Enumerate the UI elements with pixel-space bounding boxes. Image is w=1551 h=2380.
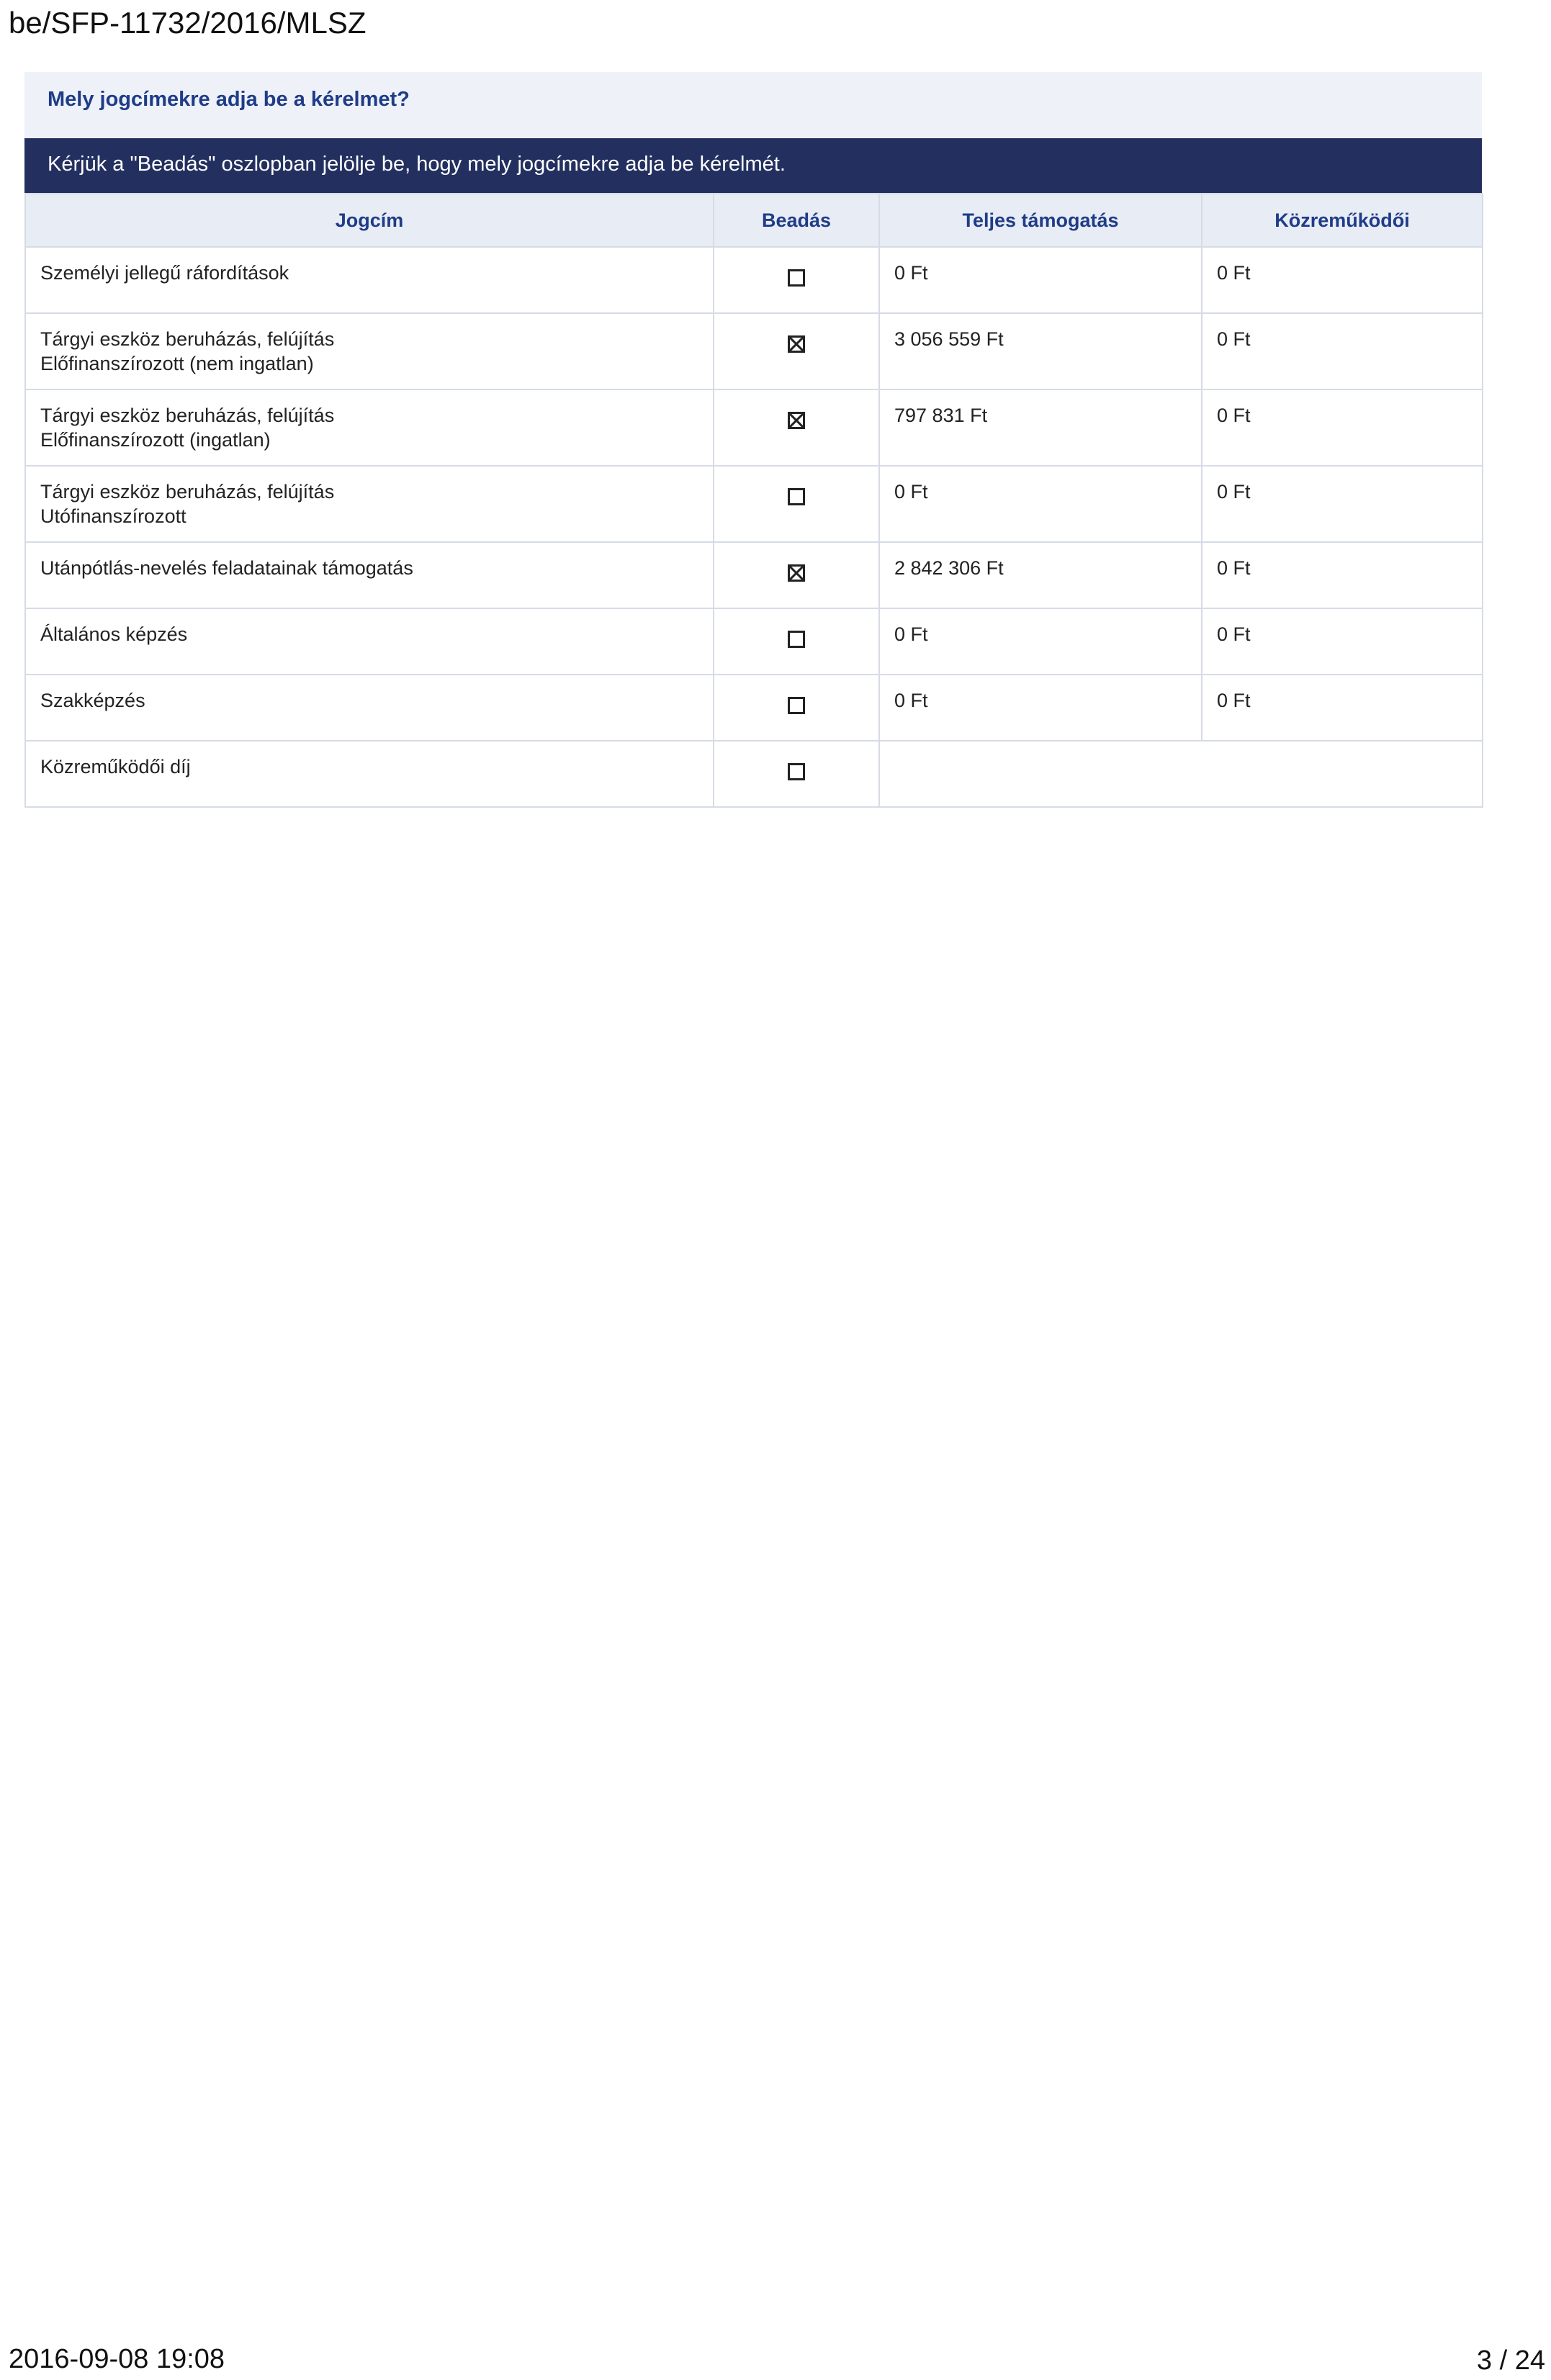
column-header-beadas: Beadás	[714, 194, 879, 247]
submit-checkbox-cell	[714, 542, 879, 608]
intermediary-cell: 0 Ft	[1202, 542, 1483, 608]
legal-titles-table	[24, 193, 1483, 808]
row-title-line2: Előfinanszírozott (ingatlan)	[40, 429, 271, 451]
submit-checkbox-cell	[714, 741, 879, 807]
row-title-cell	[25, 389, 714, 466]
submit-checkbox-cell	[714, 466, 879, 542]
document-id: be/SFP-11732/2016/MLSZ	[9, 6, 367, 40]
table-row	[25, 675, 1483, 741]
column-header-jogcim: Jogcím	[25, 194, 714, 247]
question-title: Mely jogcímekre adja be a kérelmet?	[48, 88, 410, 111]
row-title-cell	[25, 675, 714, 741]
submit-checkbox[interactable]	[788, 488, 805, 505]
total-support-cell: 797 831 Ft	[879, 389, 1202, 466]
question-bar	[24, 72, 1482, 138]
submit-checkbox-cell	[714, 608, 879, 675]
instruction-bar	[24, 138, 1482, 193]
intermediary-cell: 0 Ft	[1202, 608, 1483, 675]
intermediary-cell: 0 Ft	[1202, 466, 1483, 542]
submit-checkbox-cell	[714, 313, 879, 389]
submit-checkbox-checked[interactable]	[788, 335, 805, 353]
table-header-row	[25, 194, 1483, 247]
total-support-cell: 0 Ft	[879, 675, 1202, 741]
intermediary-cell: 0 Ft	[1202, 675, 1483, 741]
table-row	[25, 313, 1483, 389]
table-row	[25, 389, 1483, 466]
instruction-text: Kérjük a "Beadás" oszlopban jelölje be, hogy mely jogcímekre adja be kérelmét.	[48, 153, 786, 176]
fee-row-label: Közreműködői díj	[40, 756, 191, 777]
row-title-line1: Személyi jellegű ráfordítások	[40, 262, 289, 284]
intermediary-cell: 0 Ft	[1202, 247, 1483, 313]
submit-checkbox-checked[interactable]	[788, 564, 805, 582]
row-title-cell	[25, 542, 714, 608]
submit-checkbox[interactable]	[788, 763, 805, 780]
table-row	[25, 247, 1483, 313]
intermediary-cell: 0 Ft	[1202, 389, 1483, 466]
submit-checkbox-checked[interactable]	[788, 412, 805, 429]
row-title-line1: Szakképzés	[40, 690, 145, 711]
table-row	[25, 542, 1483, 608]
application-form-panel	[24, 72, 1482, 801]
total-support-cell: 3 056 559 Ft	[879, 313, 1202, 389]
column-header-teljes-tamogatas: Teljes támogatás	[879, 194, 1202, 247]
row-title-cell	[25, 466, 714, 542]
fee-empty-cell	[879, 741, 1483, 807]
table-row	[25, 466, 1483, 542]
submit-checkbox-cell	[714, 247, 879, 313]
print-timestamp: 2016-09-08 19:08	[9, 2344, 225, 2374]
row-title-line1: Utánpótlás-nevelés feladatainak támogatás	[40, 557, 413, 579]
total-support-cell: 0 Ft	[879, 466, 1202, 542]
row-title-cell	[25, 608, 714, 675]
submit-checkbox[interactable]	[788, 631, 805, 648]
submit-checkbox-cell	[714, 675, 879, 741]
submit-checkbox[interactable]	[788, 697, 805, 714]
total-support-cell: 0 Ft	[879, 608, 1202, 675]
table-row-fee	[25, 741, 1483, 807]
row-title-line1: Tárgyi eszköz beruházás, felújítás	[40, 328, 335, 350]
row-title-line2: Előfinanszírozott (nem ingatlan)	[40, 353, 314, 374]
row-title-cell	[25, 313, 714, 389]
row-title-line1: Általános képzés	[40, 623, 188, 645]
table-row	[25, 608, 1483, 675]
submit-checkbox-cell	[714, 389, 879, 466]
row-title-line1: Tárgyi eszköz beruházás, felújítás	[40, 481, 335, 502]
column-header-kozremukodoi: Közreműködői	[1202, 194, 1483, 247]
total-support-cell: 0 Ft	[879, 247, 1202, 313]
row-title-line2: Utófinanszírozott	[40, 505, 186, 527]
submit-checkbox[interactable]	[788, 269, 805, 287]
total-support-cell: 2 842 306 Ft	[879, 542, 1202, 608]
row-title-cell	[25, 247, 714, 313]
page-number: 3 / 24	[1476, 2345, 1545, 2376]
row-title-cell	[25, 741, 714, 807]
row-title-line1: Tárgyi eszköz beruházás, felújítás	[40, 405, 335, 426]
intermediary-cell: 0 Ft	[1202, 313, 1483, 389]
